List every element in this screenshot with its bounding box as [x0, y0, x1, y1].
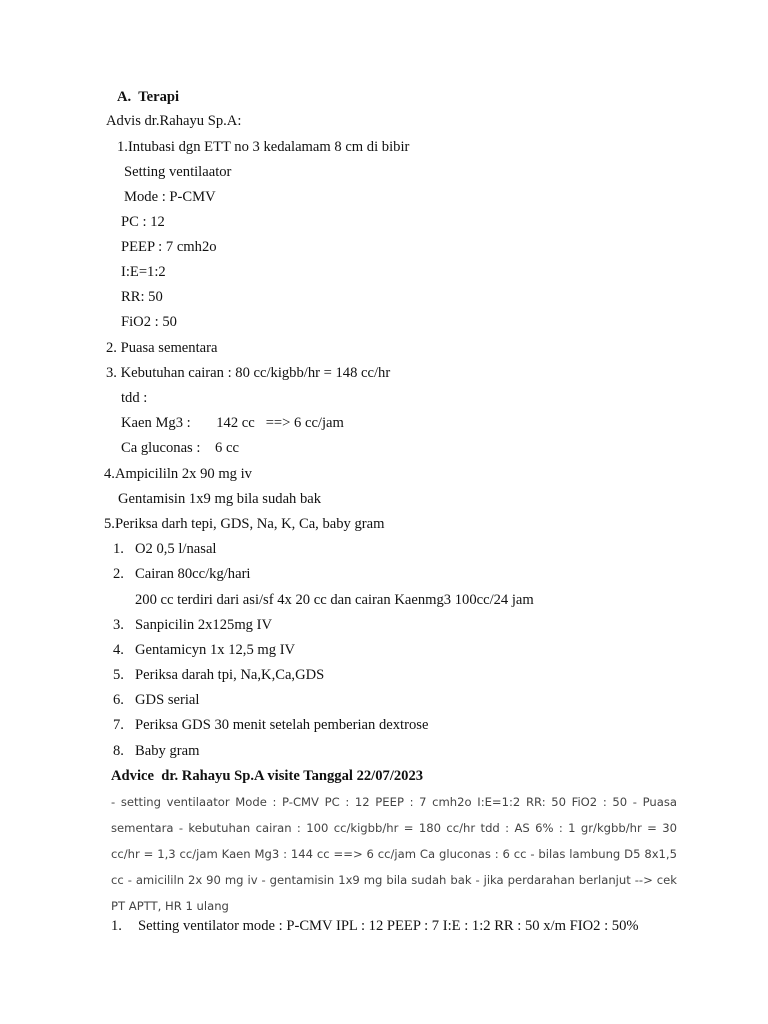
- pc-line: PC : 12: [121, 214, 165, 230]
- intubasi-line: 1.Intubasi dgn ETT no 3 kedalamam 8 cm di bibir: [117, 139, 410, 155]
- fio2-line: FiO2 : 50: [121, 314, 177, 330]
- advice-paragraph: - setting ventilaator Mode : P-CMV PC : 12 PEEP : 7 cmh2o I:E=1:2 RR: 50 FiO2 : 50 - Puasa sementara - kebutuhan cairan : 100 cc/kigbb/hr = 180 cc/hr tdd : AS 6% : 1 gr/kgbb/hr = 30 cc/hr = 1,3 cc/jam Kaen Mg3 : 144 cc ==> 6 cc/jam Ca gluconas : 6 cc - bilas lambung D5 8x1,5 cc - amicililn 2x 90 mg iv - gentamisin 1x9 mg bila sudah bak - jika perdarahan berlanjut --> cek PT APTT, HR 1 ulang: [111, 795, 677, 913]
- advis-line: Advis dr.Rahayu Sp.A:: [106, 113, 242, 129]
- list-item: Baby gram: [135, 743, 200, 759]
- setting-ventilator-line: Setting ventilaator: [124, 164, 232, 180]
- mode-line: Mode : P-CMV: [124, 189, 216, 205]
- list-item-number: 2.: [113, 566, 124, 582]
- advice-heading: Advice dr. Rahayu Sp.A visite Tanggal 22/07/2023: [111, 768, 424, 784]
- list-item-number: 5.: [113, 667, 124, 683]
- list-item-number: 8.: [113, 743, 124, 759]
- gentamisin-line: Gentamisin 1x9 mg bila sudah bak: [118, 491, 322, 507]
- list-item: Gentamicyn 1x 12,5 mg IV: [135, 642, 296, 658]
- puasa-line: 2. Puasa sementara: [106, 340, 218, 356]
- section-heading-number: A.: [117, 89, 132, 105]
- list-item: GDS serial: [135, 692, 200, 708]
- list-item-number: 1.: [113, 541, 124, 557]
- kaen-line: Kaen Mg3 : 142 cc ==> 6 cc/jam: [121, 415, 344, 431]
- list-item: Periksa GDS 30 menit setelah pemberian dextrose: [135, 717, 429, 733]
- list-item-number: 3.: [113, 617, 124, 633]
- periksa-line: 5.Periksa darh tepi, GDS, Na, K, Ca, baby gram: [104, 516, 385, 532]
- section-heading: [117, 88, 179, 106]
- ca-gluconas-line: Ca gluconas : 6 cc: [121, 440, 239, 456]
- section-heading-title: Terapi: [138, 89, 180, 105]
- rr-line: RR: 50: [121, 289, 163, 305]
- ampicilin-line: 4.Ampicililn 2x 90 mg iv: [104, 466, 252, 482]
- list-item: Sanpicilin 2x125mg IV: [135, 617, 273, 633]
- peep-line: PEEP : 7 cmh2o: [121, 239, 217, 255]
- list-item-number: 6.: [113, 692, 124, 708]
- list-item-number: 7.: [113, 717, 124, 733]
- list-item: O2 0,5 l/nasal: [135, 541, 217, 557]
- final-item: Setting ventilator mode : P-CMV IPL : 12 PEEP : 7 I:E : 1:2 RR : 50 x/m FIO2 : 50%: [138, 918, 639, 934]
- list-item: Cairan 80cc/kg/hari: [135, 566, 251, 582]
- final-item-number: 1.: [111, 918, 122, 934]
- list-item: Periksa darah tpi, Na,K,Ca,GDS: [135, 667, 325, 683]
- kebutuhan-cairan-line: 3. Kebutuhan cairan : 80 cc/kigbb/hr = 148 cc/hr: [106, 365, 391, 381]
- tdd-line: tdd :: [121, 390, 148, 406]
- list-item-continuation: 200 cc terdiri dari asi/sf 4x 20 cc dan cairan Kaenmg3 100cc/24 jam: [135, 592, 534, 608]
- list-item-number: 4.: [113, 642, 124, 658]
- ie-line: I:E=1:2: [121, 264, 166, 280]
